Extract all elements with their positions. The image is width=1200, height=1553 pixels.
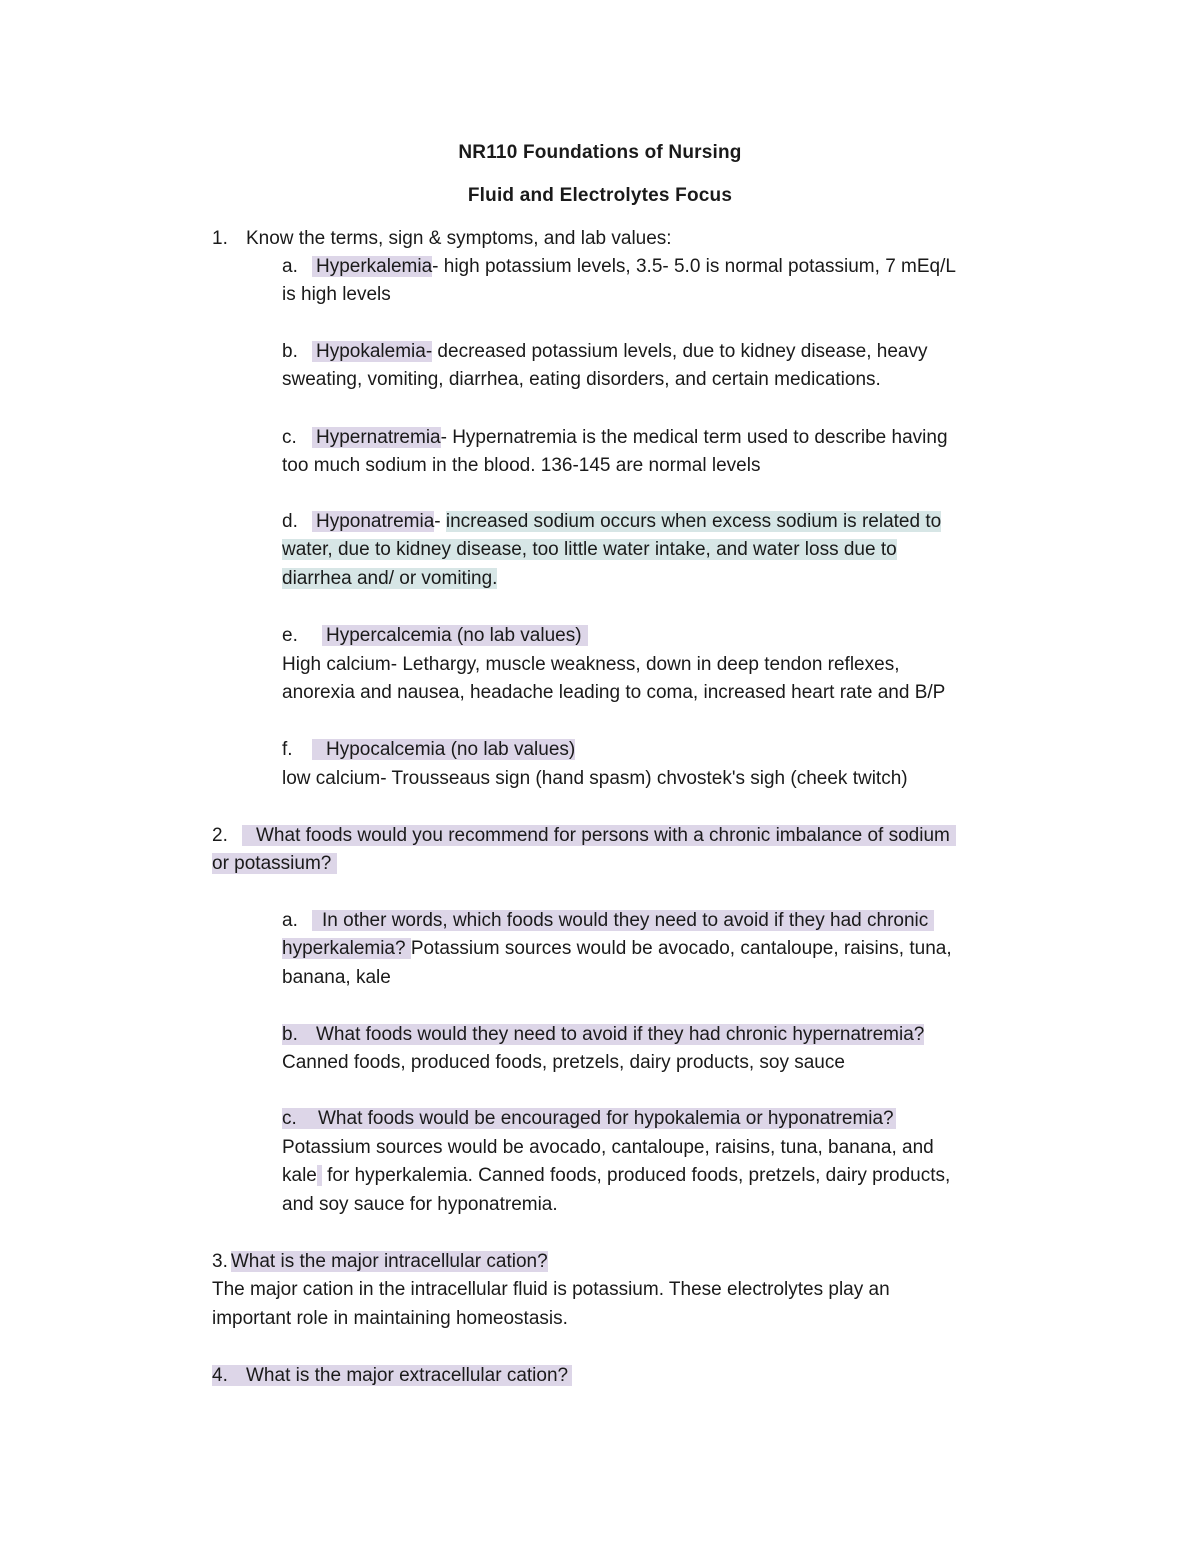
q2a-line3: banana, kale — [282, 967, 391, 988]
q2a-question-2: hyperkalemia? — [282, 938, 411, 959]
q2c-line1 — [282, 1105, 896, 1134]
q1e-line1 — [282, 622, 588, 651]
q1e-line2: High calcium- Lethargy, muscle weakness, down in deep tendon reflexes, — [282, 654, 900, 675]
q2a-line1 — [282, 907, 934, 936]
q2-text-2: or potassium? — [212, 853, 337, 874]
q1d-line3 — [282, 565, 497, 594]
q3-number: 3. — [212, 1251, 228, 1272]
q2c-line3 — [282, 1162, 950, 1191]
q1b-text: decreased potassium levels, due to kidney disease, heavy — [432, 341, 928, 362]
q1f-line1 — [282, 736, 575, 765]
q1b-line2: sweating, vomiting, diarrhea, eating disorders, and certain medications. — [282, 369, 881, 390]
q3-question: What is the major intracellular cation? — [230, 1251, 548, 1272]
q2a-question: In other words, which foods would they need to avoid if they had chronic — [312, 910, 934, 931]
q1d-line1 — [282, 508, 941, 537]
q1a-line2: is high levels — [282, 284, 391, 305]
q3-answer-2: important role in maintaining homeostasis. — [212, 1308, 568, 1329]
q2c-answer-3: and soy sauce for hyponatremia. — [282, 1194, 558, 1215]
q1c-marker: c. — [282, 427, 297, 448]
q1e-term: Hypercalcemia (no lab values) — [322, 625, 588, 646]
q2-text: What foods would you recommend for persons with a chronic imbalance of sodium — [242, 825, 956, 846]
q1e-line3: anorexia and nausea, headache leading to coma, increased heart rate and B/P — [282, 682, 946, 703]
q2b-marker: b. — [282, 1024, 298, 1045]
q1d-text-2: water, due to kidney disease, too little water intake, and water loss due to — [282, 539, 897, 560]
q1b-term: Hypokalemia- — [312, 341, 432, 362]
q1a-term: Hyperkalemia — [312, 256, 432, 277]
q2c-answer-1: Potassium sources would be avocado, cantaloupe, raisins, tuna, banana, and — [282, 1137, 934, 1158]
document-title: NR110 Foundations of Nursing — [458, 142, 742, 163]
q2-line1 — [212, 822, 956, 851]
q2a-answer: Potassium sources would be avocado, cantaloupe, raisins, tuna, — [410, 938, 952, 959]
q3-answer-1: The major cation in the intracellular fluid is potassium. These electrolytes play an — [212, 1279, 890, 1300]
q2b-question: What foods would they need to avoid if they had chronic hypernatremia? — [316, 1024, 925, 1045]
q2a-line2 — [282, 935, 952, 964]
q2-line2 — [212, 850, 337, 879]
q1d-marker: d. — [282, 511, 298, 532]
q2b-answer: Canned foods, produced foods, pretzels, dairy products, soy sauce — [282, 1052, 845, 1073]
q1-number: 1. — [212, 228, 228, 249]
q2a-marker: a. — [282, 910, 298, 931]
q1-item — [212, 225, 672, 254]
q2c-marker: c. — [282, 1108, 297, 1129]
q1b-marker: b. — [282, 341, 298, 362]
q2c-question-block — [282, 1108, 896, 1129]
q1f-marker: f. — [282, 739, 293, 760]
q1d-text: increased sodium occurs when excess sodium is related to — [445, 511, 942, 532]
q1c-line2: too much sodium in the blood. 136-145 are normal levels — [282, 455, 761, 476]
q2c-answer-2a: kale — [282, 1165, 317, 1186]
q1d-line2 — [282, 536, 897, 565]
q2c-answer-2b: for hyperkalemia. Canned foods, produced foods, pretzels, dairy products, — [317, 1165, 950, 1186]
q1b-line1 — [282, 338, 928, 367]
q4-question: What is the major extracellular cation? — [246, 1365, 569, 1386]
q1d-dash: - — [434, 511, 446, 532]
q2-number: 2. — [212, 825, 228, 846]
q1a-line1 — [282, 253, 956, 282]
q1c-line1 — [282, 424, 948, 453]
q1a-text: - high potassium levels, 3.5- 5.0 is normal potassium, 7 mEq/L — [432, 256, 956, 277]
q1d-term: Hyponatremia — [312, 511, 434, 532]
q4-number: 4. — [212, 1365, 228, 1386]
q1f-line2: low calcium- Trousseaus sign (hand spasm) chvostek's sigh (cheek twitch) — [282, 768, 908, 789]
q2b-question-block — [282, 1024, 924, 1045]
q1-text: Know the terms, sign & symptoms, and lab values: — [246, 228, 672, 249]
q4-question-block — [212, 1365, 572, 1386]
q3-line1 — [212, 1248, 548, 1277]
q1f-term: Hypocalcemia (no lab values) — [312, 739, 575, 760]
document-subtitle: Fluid and Electrolytes Focus — [467, 185, 733, 206]
q4-line1 — [212, 1362, 572, 1391]
q1c-term: Hypernatremia — [312, 427, 441, 448]
q2c-question: What foods would be encouraged for hypokalemia or hyponatremia? — [318, 1108, 894, 1129]
q2b-line1 — [282, 1021, 924, 1050]
q1a-marker: a. — [282, 256, 298, 277]
q1d-text-3: diarrhea and/ or vomiting. — [282, 568, 498, 589]
q1e-marker: e. — [282, 625, 298, 646]
q1c-text: - Hypernatremia is the medical term used to describe having — [440, 427, 948, 448]
